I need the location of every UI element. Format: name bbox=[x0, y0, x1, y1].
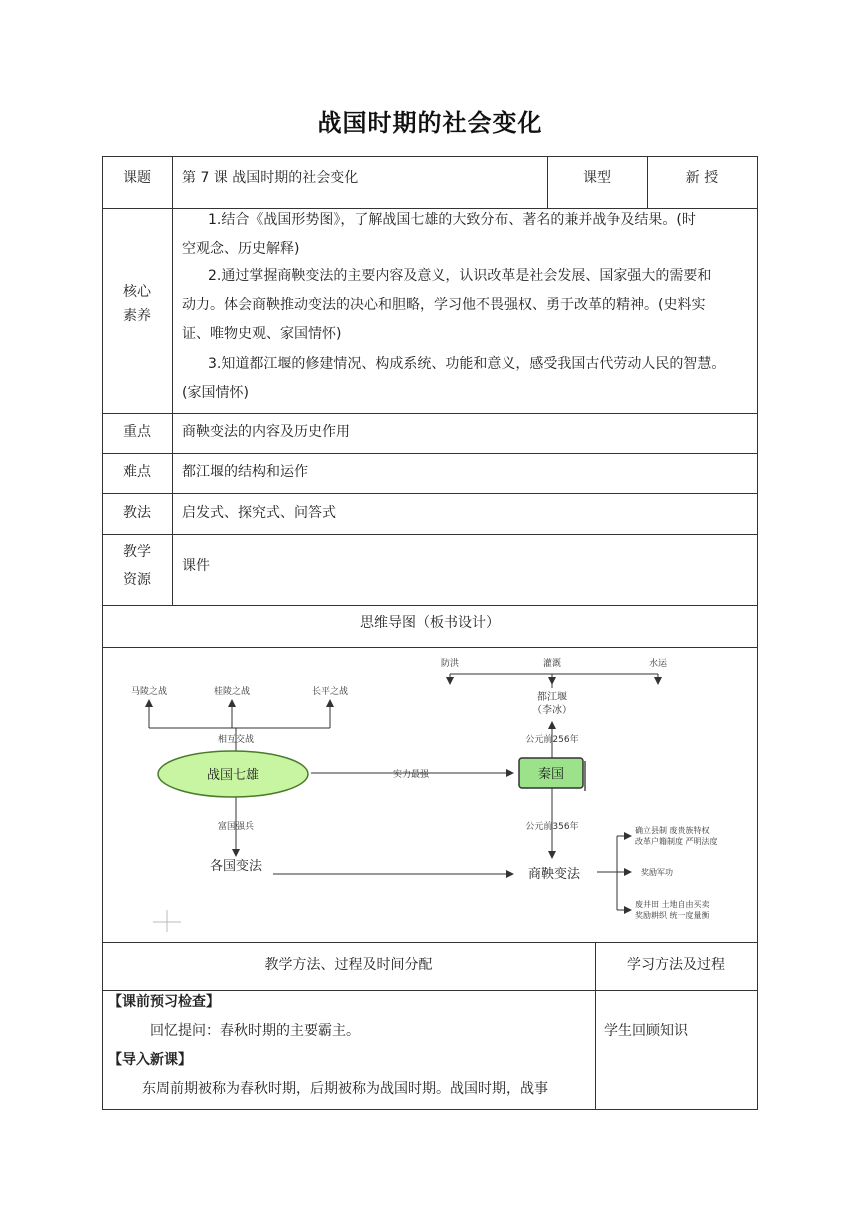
reform-content-2: 奖励军功 bbox=[641, 868, 673, 877]
resource-value: 课件 bbox=[182, 558, 210, 574]
process-header-left: 教学方法、过程及时间分配 bbox=[264, 957, 433, 973]
table-border-top bbox=[102, 156, 758, 157]
reform-content-1-line1: 确立县制 废贵族特权 bbox=[635, 826, 710, 835]
strongest-link-label: 实力最强 bbox=[392, 770, 430, 780]
row-divider bbox=[102, 413, 758, 414]
function-label-1: 防洪 bbox=[440, 659, 460, 669]
row-divider bbox=[102, 534, 758, 535]
core-item-3-line1: 3.知道都江堰的修建情况、构成系统、功能和意义，感受我国古代劳动人民的智慧。 bbox=[208, 356, 726, 372]
row-divider bbox=[102, 493, 758, 494]
core-item-2-line1: 2.通过掌握商鞅变法的主要内容及意义，认识改革是社会发展、国家强大的需要和 bbox=[208, 268, 712, 284]
process-header-right: 学习方法及过程 bbox=[627, 957, 725, 973]
core-label-line2: 素养 bbox=[123, 308, 151, 324]
shangyang-node-label: 商鞅变法 bbox=[527, 867, 581, 882]
difficulty-value: 都江堰的结构和运作 bbox=[182, 464, 308, 480]
core-item-1-line2: 空观念、历史解释) bbox=[182, 241, 300, 257]
reform-content-1-line2: 改革户籍制度 严明法度 bbox=[635, 837, 718, 846]
document-title: 战国时期的社会变化 bbox=[317, 109, 543, 137]
dujiangyan-label-line1: 都江堰 bbox=[537, 692, 567, 703]
mindmap-title: 思维导图（板书设计） bbox=[360, 615, 500, 631]
reform-content-3-line2: 奖励耕织 统一度量衡 bbox=[635, 911, 710, 920]
lesson-label: 课题 bbox=[123, 170, 151, 186]
section-intro-title: 【导入新课】 bbox=[108, 1052, 192, 1068]
row-divider bbox=[102, 990, 758, 991]
table-border-bottom bbox=[102, 1109, 758, 1110]
lesson-type-label: 课型 bbox=[583, 170, 611, 186]
core-item-2-line2: 动力。体会商鞅推动变法的决心和胆略，学习他不畏强权、勇于改革的精神。(史料实 bbox=[182, 297, 706, 313]
row-divider bbox=[102, 453, 758, 454]
reforms-node-label: 各国变法 bbox=[209, 859, 263, 874]
reform-content-3-line1: 废井田 土地自由买卖 bbox=[635, 900, 710, 909]
mindmap-diagram bbox=[103, 648, 757, 940]
resource-label-line1: 教学 bbox=[123, 544, 151, 560]
year-356-label: 公元前356年 bbox=[525, 822, 579, 832]
battles-link-label: 相互交战 bbox=[217, 735, 255, 745]
core-label-line1: 核心 bbox=[123, 284, 151, 300]
crosshair-mark bbox=[153, 910, 181, 932]
method-value: 启发式、探究式、问答式 bbox=[182, 505, 336, 521]
row-divider bbox=[102, 942, 758, 943]
table-border-right bbox=[757, 156, 758, 1110]
label-column-divider bbox=[172, 156, 173, 605]
difficulty-label: 难点 bbox=[123, 464, 151, 480]
core-item-2-line3: 证、唯物史观、家国情怀) bbox=[182, 326, 342, 342]
reform-link-label: 富国强兵 bbox=[217, 822, 255, 832]
section-preview-text: 回忆提问：春秋时期的主要霸主。 bbox=[150, 1023, 360, 1039]
battle-label-2: 桂陵之战 bbox=[213, 687, 251, 697]
resource-label-line2: 资源 bbox=[123, 572, 151, 588]
lesson-plan-table bbox=[102, 156, 758, 1110]
qin-node-label: 秦国 bbox=[537, 767, 565, 782]
lesson-value: 第 7 课 战国时期的社会变化 bbox=[182, 170, 359, 186]
year-256-label: 公元前256年 bbox=[525, 735, 579, 745]
function-label-2: 灌溉 bbox=[542, 659, 562, 669]
section-preview-student: 学生回顾知识 bbox=[604, 1023, 688, 1039]
key-label: 重点 bbox=[123, 424, 151, 440]
function-label-3: 水运 bbox=[648, 659, 668, 669]
method-label: 教法 bbox=[123, 505, 151, 521]
key-value: 商鞅变法的内容及历史作用 bbox=[182, 424, 350, 440]
section-intro-text: 东周前期被称为春秋时期，后期被称为战国时期。战国时期，战事 bbox=[142, 1081, 548, 1097]
core-item-3-line2: (家国情怀) bbox=[182, 385, 249, 401]
battle-label-3: 长平之战 bbox=[311, 687, 349, 697]
dujiangyan-label-line2: （李冰） bbox=[532, 705, 572, 716]
battle-label-1: 马陵之战 bbox=[130, 687, 168, 697]
lesson-type-value: 新 授 bbox=[685, 170, 719, 186]
core-item-1-line1: 1.结合《战国形势图》，了解战国七雄的大致分布、著名的兼并战争及结果。(时 bbox=[208, 212, 696, 228]
section-preview-title: 【课前预习检查】 bbox=[108, 994, 220, 1010]
center-node-label: 战国七雄 bbox=[206, 768, 260, 783]
row-divider bbox=[102, 605, 758, 606]
